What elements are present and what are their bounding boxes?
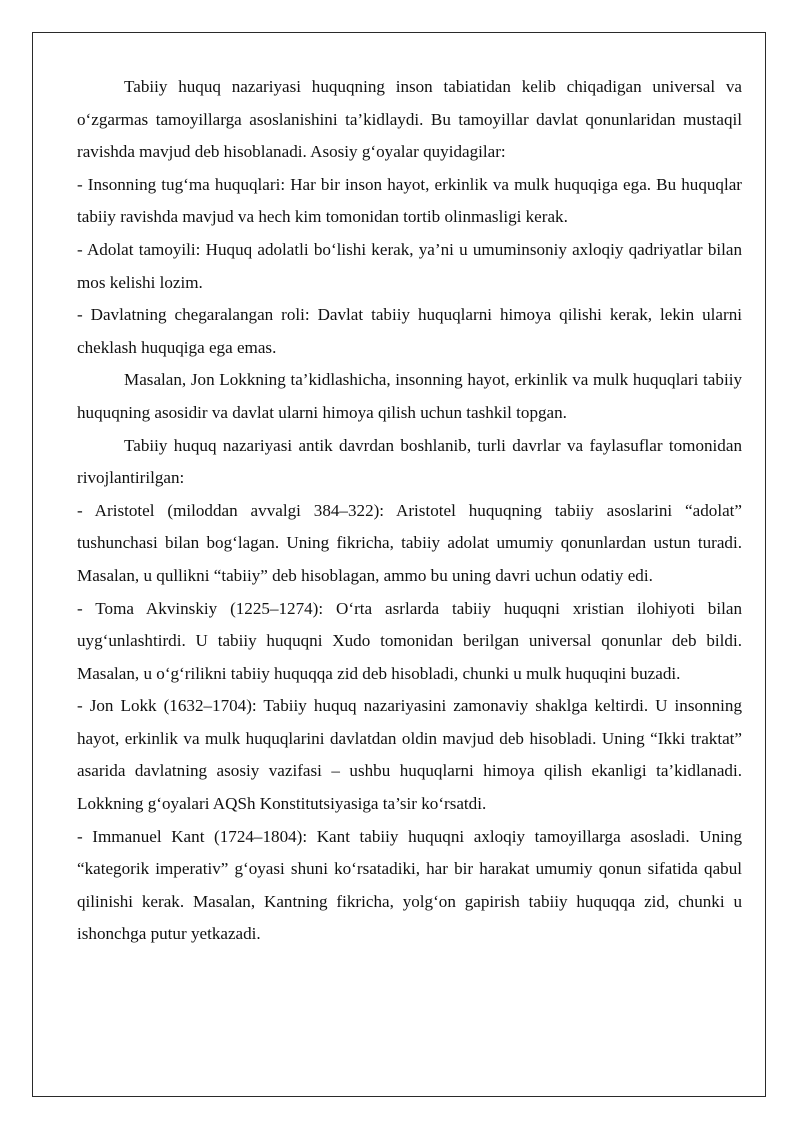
list-item-aquinas: - Toma Akvinskiy (1225–1274): O‘rta asrlarda tabiiy huquqni xristian ilohiyoti bilan uyg‘unlashtirdi. U tabiiy huquqni Xudo tomonidan berilgan universal qonunlar deb bildi. Masalan, u o‘g‘rilikni tabiiy huquqqa zid deb hisobladi, chunki u mulk huquqini buzadi.: [77, 598, 742, 683]
list-item-justice-principle: - Adolat tamoyili: Huquq adolatli bo‘lishi kerak, ya’ni u umuminsoniy axloqiy qadriyatlar bilan mos kelishi lozim.: [77, 239, 742, 292]
paragraph-history-intro: Tabiiy huquq nazariyasi antik davrdan boshlanib, turli davrlar va faylasuflar tomonidan rivojlantirilgan:: [77, 435, 742, 488]
list-item-limited-state-role: - Davlatning chegaralangan roli: Davlat tabiiy huquqlarni himoya qilishi kerak, lekin ularni cheklash huquqiga ega emas.: [77, 305, 742, 357]
paragraph-intro: Tabiiy huquq nazariyasi huquqning inson tabiatidan kelib chiqadigan universal va o‘zgarmas tamoyillarga asoslanishini ta’kidlaydi. Bu tamoyillar davlat qonunlaridan mustaqil ravishda mavjud deb hisoblanadi. Asosiy g‘oyalar quyidagilar:: [77, 77, 742, 162]
list-item-locke: - Jon Lokk (1632–1704): Tabiiy huquq nazariyasini zamonaviy shaklga keltirdi. U insonning hayot, erkinlik va mulk huquqlarini davlatdan oldin mavjud deb hisobladi. Uning “Ikki traktat” asarida davlatning asosiy vazifasi – ushbu huquqlarni himoya qilish ekanligi ta’kidlanadi. Lokkning g‘oyalari AQSh Konstitutsiyasiga ta’sir ko‘rsatdi.: [77, 696, 742, 814]
list-item-innate-rights: - Insonning tug‘ma huquqlari: Har bir inson hayot, erkinlik va mulk huquqiga ega. Bu huquqlar tabiiy ravishda mavjud va hech kim tomonidan tortib olinmasligi kerak.: [77, 174, 742, 227]
document-body: [77, 71, 742, 951]
list-item-kant: - Immanuel Kant (1724–1804): Kant tabiiy huquqni axloqiy tamoyillarga asosladi. Uning “kategorik imperativ” g‘oyasi shuni ko‘rsatadiki, har bir harakat umumiy qonun sifatida qabul qilinishi kerak. Masalan, Kantning fikricha, yolg‘on gapirish tabiiy huquqqa zid, chunki u ishonchga putur yetkazadi.: [77, 826, 742, 944]
paragraph-locke-example: Masalan, Jon Lokkning ta’kidlashicha, insonning hayot, erkinlik va mulk huquqlari tabiiy huquqning asosidir va davlat ularni himoya qilish uchun tashkil topgan.: [77, 370, 742, 422]
list-item-aristotle: - Aristotel (miloddan avvalgi 384–322): Aristotel huquqning tabiiy asoslarini “adolat” tushunchasi bilan bog‘lagan. Uning fikricha, tabiiy adolat umumiy qonunlardan ustun turadi. Masalan, u qullikni “tabiiy” deb hisoblagan, ammo bu uning davri uchun odatiy edi.: [77, 500, 742, 585]
